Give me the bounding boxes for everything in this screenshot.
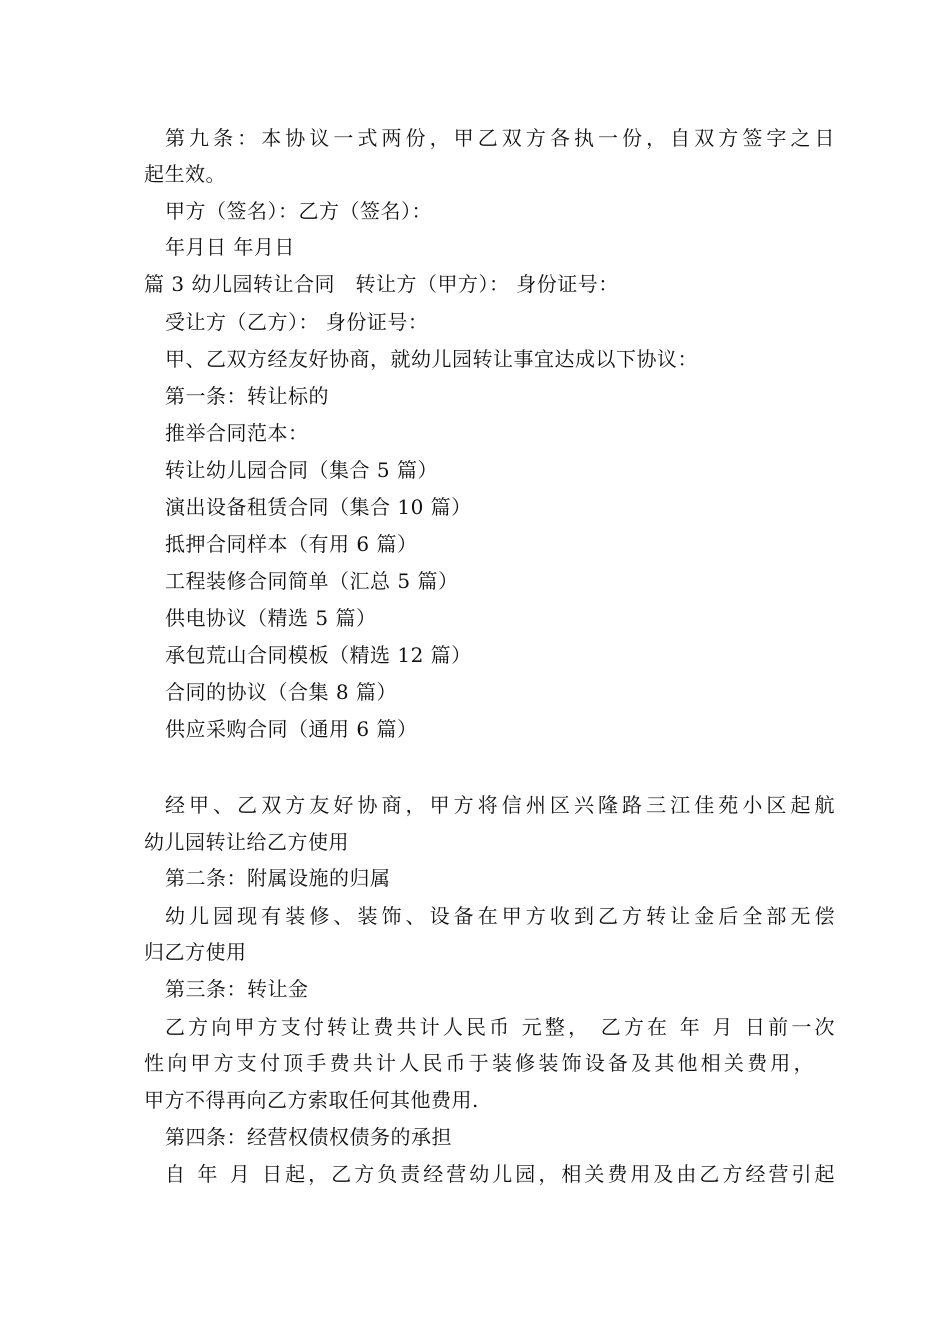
recommended-item: 工程装修合同简单（汇总 5 篇）	[165, 569, 459, 593]
clause-9-line-2: 起生效。	[144, 162, 226, 186]
clause-1-body-line-1: 经甲、乙双方友好协商，甲方将信州区兴隆路三江佳苑小区起航	[165, 793, 835, 817]
recommended-item: 合同的协议（合集 8 篇）	[165, 680, 397, 704]
clause-1-heading: 第一条：转让标的	[165, 384, 329, 408]
clause-3-heading: 第三条：转让金	[165, 977, 309, 1001]
section-title: 篇 3 幼儿园转让合同 转让方（甲方）： 身份证号：	[144, 272, 619, 296]
date-line: 年月日 年月日	[165, 235, 295, 259]
clause-1-body-line-2: 幼儿园转让给乙方使用	[144, 830, 349, 854]
clause-3-body-line-2: 性向甲方支付顶手费共计人民币于装修装饰设备及其他相关费用，	[144, 1051, 814, 1075]
recommended-item: 演出设备租赁合同（集合 10 篇）	[165, 495, 472, 519]
recommended-item: 承包荒山合同模板（精选 12 篇）	[165, 643, 472, 667]
clause-3-body-line-1: 乙方向甲方支付转让费共计人民币 元整， 乙方在 年 月 日前一次	[165, 1015, 835, 1039]
clause-3-body-line-3: 甲方不得再向乙方索取任何其他费用.	[144, 1088, 479, 1112]
clause-2-heading: 第二条：附属设施的归属	[165, 866, 391, 890]
clause-2-body-line-2: 归乙方使用	[144, 940, 247, 964]
recommended-heading: 推举合同范本：	[165, 421, 309, 445]
clause-4-heading: 第四条：经营权债权债务的承担	[165, 1125, 452, 1149]
clause-9-line-1: 第九条：本协议一式两份，甲乙双方各执一份，自双方签字之日	[165, 126, 835, 150]
transferee-line: 受让方（乙方）： 身份证号：	[165, 310, 429, 334]
signature-line: 甲方（签名）：乙方（签名）：	[165, 199, 432, 223]
recommended-item: 抵押合同样本（有用 6 篇）	[165, 532, 418, 556]
recommended-item: 供应采购合同（通用 6 篇）	[165, 717, 418, 741]
clause-4-body-line-1: 自 年 月 日起，乙方负责经营幼儿园，相关费用及由乙方经营引起	[165, 1162, 835, 1186]
recommended-item: 转让幼儿园合同（集合 5 篇）	[165, 458, 438, 482]
clause-2-body-line-1: 幼儿园现有装修、装饰、设备在甲方收到乙方转让金后全部无偿	[165, 904, 835, 928]
recommended-item: 供电协议（精选 5 篇）	[165, 606, 377, 630]
agreement-intro: 甲、乙双方经友好协商，就幼儿园转让事宜达成以下协议：	[165, 347, 698, 371]
